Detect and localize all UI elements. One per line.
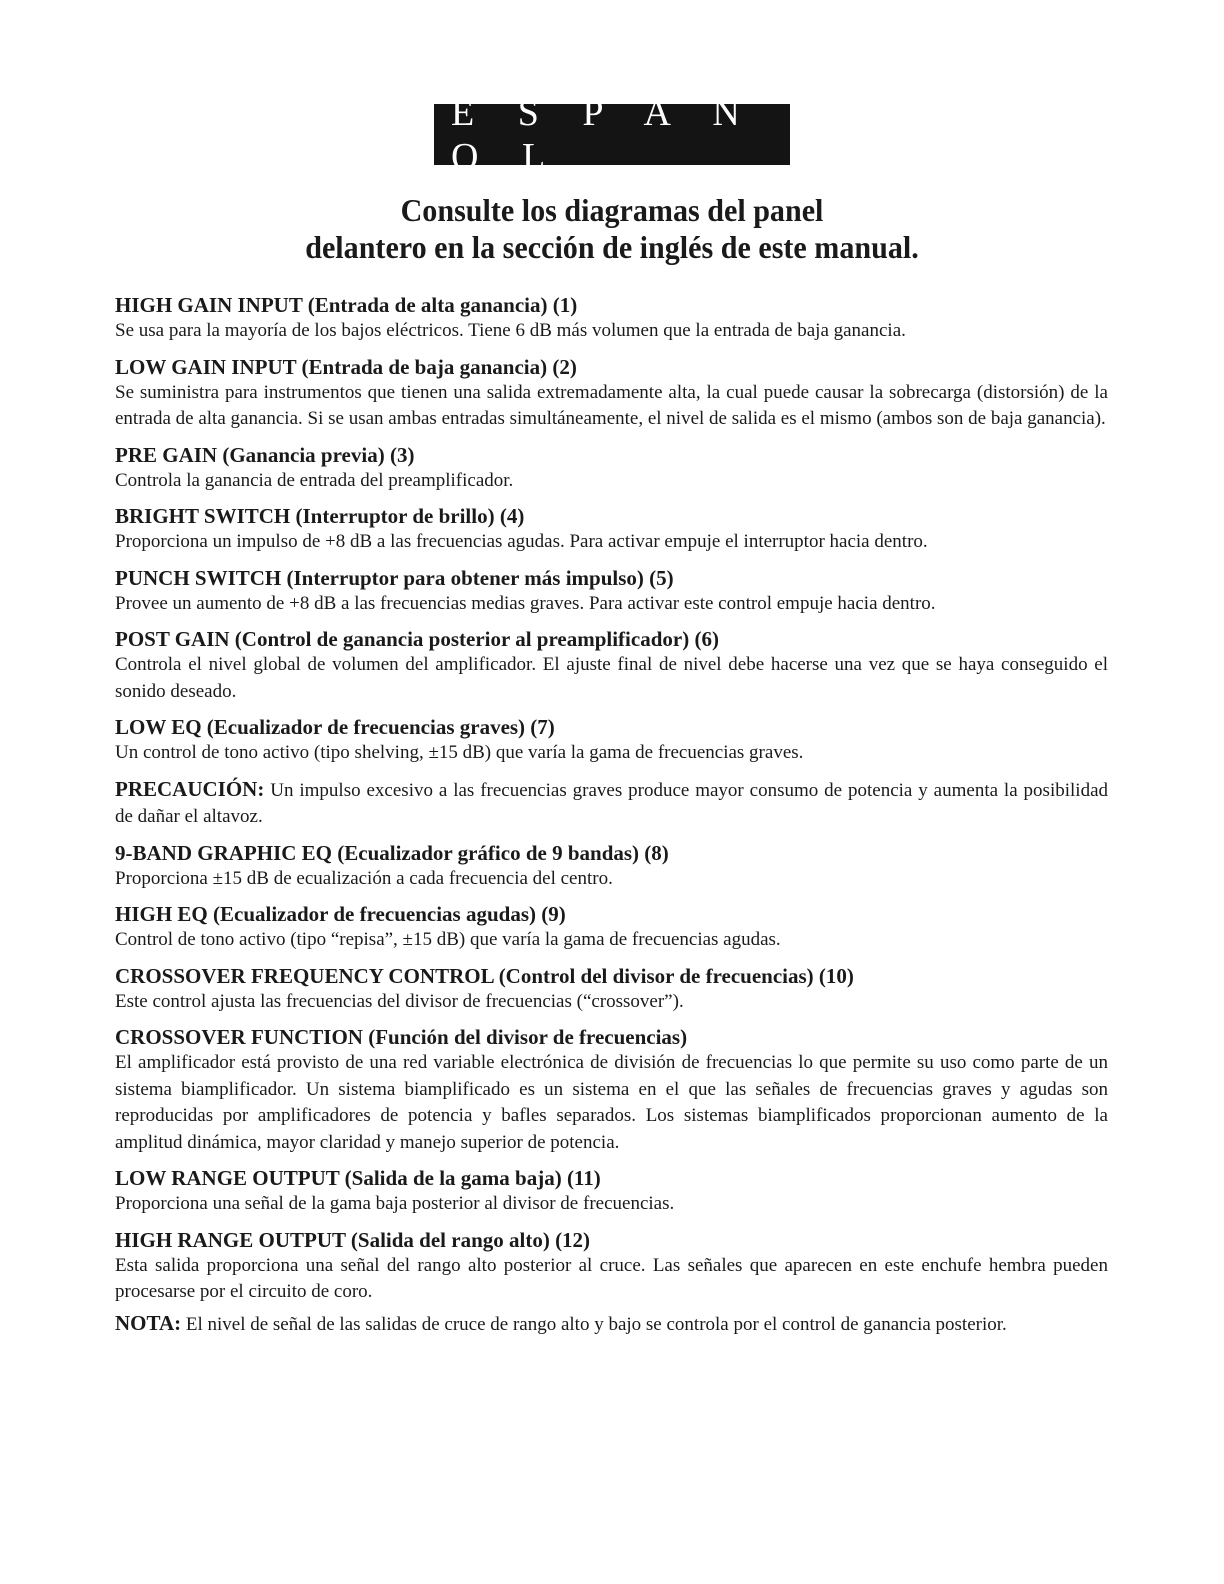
section-body: Este control ajusta las frecuencias del divisor de frecuencias (“crossover”).	[115, 990, 684, 1012]
section-body: Provee un aumento de +8 dB a las frecuencias medias graves. Para activar este control empuje hacia dentro.	[115, 592, 936, 614]
section-heading: HIGH GAIN INPUT (Entrada de alta ganancia) (1)	[115, 293, 578, 317]
section-body: El amplificador está provisto de una red variable electrónica de división de frecuencias lo que permite su uso como parte de un sistema biamplificador. Un sistema biamplificado es un sistema en el que las señales de frecuencias graves y agudas son reproducidas por amplificadores de potencia y bafles separados. Los sistemas biamplificados proporcionan aumento de la amplitud dinámica, mayor claridad y manejo superior de potencia.	[115, 1052, 1108, 1153]
caution-label: PRECAUCIÓN:	[115, 776, 265, 801]
section-heading: BRIGHT SWITCH (Interruptor de brillo) (4)	[115, 504, 525, 528]
caution-text: Un impulso excesivo a las frecuencias graves produce mayor consumo de potencia y aumenta la posibilidad de dañar el altavoz.	[115, 779, 1108, 827]
note-label: NOTA:	[115, 1310, 182, 1335]
section-body: Proporciona una señal de la gama baja posterior al divisor de frecuencias.	[115, 1193, 675, 1214]
section-heading: 9-BAND GRAPHIC EQ (Ecualizador gráfico de 9 bandas) (8)	[115, 840, 669, 865]
language-banner: E S P A Ñ O L	[434, 104, 790, 165]
section-heading: POST GAIN (Control de ganancia posterior al preamplificador) (6)	[115, 627, 719, 651]
section-pre-gain	[115, 442, 1108, 495]
section-body: Se suministra para instrumentos que tienen una salida extremadamente alta, la cual puede causar la sobrecarga (distorsión) de la entrada de alta ganancia. Si se usan ambas entradas simultáneamente, el nivel de salida es el mismo (ambos son de baja ganancia).	[115, 381, 1108, 429]
section-body: Controla el nivel global de volumen del amplificador. El ajuste final de nivel debe hacerse una vez que se haya conseguido el sonido deseado.	[115, 654, 1108, 702]
section-heading: CROSSOVER FUNCTION (Función del divisor de frecuencias)	[115, 1025, 688, 1049]
section-high-eq	[115, 901, 1108, 954]
subtitle-line-2: delantero en la sección de inglés de este manual.	[305, 229, 919, 265]
note-text: El nivel de señal de las salidas de cruce de rango alto y bajo se controla por el control de ganancia posterior.	[185, 1313, 1007, 1335]
section-body: Un control de tono activo (tipo shelving, ±15 dB) que varía la gama de frecuencias graves.	[115, 742, 804, 763]
section-body: Controla la ganancia de entrada del preamplificador.	[115, 469, 514, 491]
section-punch-switch	[115, 565, 1108, 618]
section-heading: HIGH RANGE OUTPUT (Salida del rango alto) (12)	[115, 1227, 591, 1252]
section-low-range-output	[115, 1165, 1108, 1218]
subtitle-line-1: Consulte los diagramas del panel	[400, 192, 824, 228]
section-heading: HIGH EQ (Ecualizador de frecuencias agudas) (9)	[115, 902, 566, 926]
section-body: Proporciona un impulso de +8 dB a las frecuencias agudas. Para activar empuje el interruptor hacia dentro.	[115, 531, 928, 552]
section-body: Esta salida proporciona una señal del rango alto posterior al cruce. Las señales que aparecen en este enchufe hembra pueden procesarse por el circuito de coro.	[115, 1254, 1108, 1302]
section-body: Proporciona ±15 dB de ecualización a cada frecuencia del centro.	[115, 867, 613, 889]
section-heading: PRE GAIN (Ganancia previa) (3)	[115, 442, 415, 467]
section-low-eq	[115, 714, 1108, 767]
manual-content	[115, 292, 1108, 1347]
section-graphic-eq	[115, 840, 1108, 893]
section-body: Control de tono activo (tipo “repisa”, ±15 dB) que varía la gama de frecuencias agudas.	[115, 929, 781, 950]
section-crossover-function	[115, 1024, 1108, 1156]
section-body: Se usa para la mayoría de los bajos eléctricos. Tiene 6 dB más volumen que la entrada de baja ganancia.	[115, 320, 906, 341]
section-post-gain	[115, 626, 1108, 705]
section-heading: LOW GAIN INPUT (Entrada de baja ganancia) (2)	[115, 354, 577, 379]
section-high-gain-input	[115, 292, 1108, 345]
section-heading: PUNCH SWITCH (Interruptor para obtener más impulso) (5)	[115, 565, 674, 590]
section-heading: CROSSOVER FREQUENCY CONTROL (Control del divisor de frecuencias) (10)	[115, 963, 854, 988]
section-low-gain-input	[115, 354, 1108, 433]
section-high-range-output	[115, 1227, 1108, 1306]
note	[115, 1310, 1108, 1339]
section-crossover-frequency	[115, 963, 1108, 1016]
caution-note	[115, 776, 1108, 831]
section-bright-switch	[115, 503, 1108, 556]
page-subtitle	[187, 192, 1037, 266]
section-heading: LOW EQ (Ecualizador de frecuencias graves) (7)	[115, 715, 555, 739]
section-heading: LOW RANGE OUTPUT (Salida de la gama baja) (11)	[115, 1166, 601, 1190]
